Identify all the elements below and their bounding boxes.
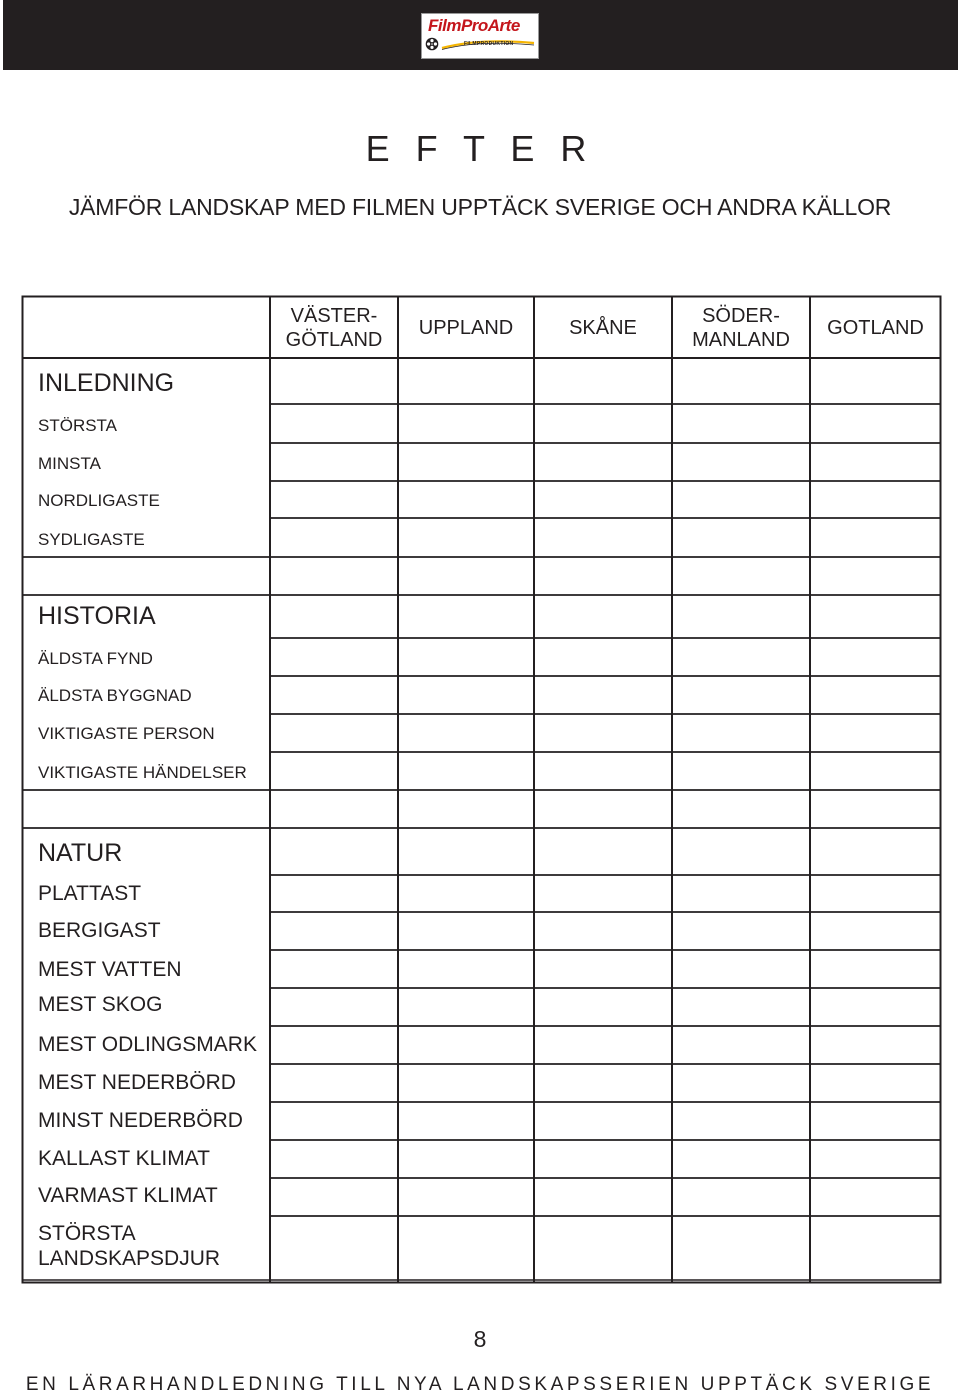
row-label: KALLAST KLIMAT <box>38 1147 210 1170</box>
row-label: NORDLIGASTE <box>38 491 160 510</box>
row-label: BERGIGAST <box>38 919 161 942</box>
logo-text: FilmProArte <box>428 16 520 35</box>
row-label: STÖRSTA <box>38 416 118 435</box>
row-label: MEST VATTEN <box>38 958 182 981</box>
column-header-line1: VÄSTER- <box>290 305 378 327</box>
row-label: PLATTAST <box>38 882 142 905</box>
column-header-line1: GOTLAND <box>827 317 924 339</box>
column-header-vastergotland <box>270 298 398 358</box>
row-label: MEST NEDERBÖRD <box>38 1071 236 1094</box>
row-label-line1: STÖRSTA <box>38 1222 136 1245</box>
column-header-line1: SÖDER- <box>702 305 780 327</box>
section-heading-historia: HISTORIA <box>38 602 156 630</box>
row-label: VIKTIGASTE PERSON <box>38 724 215 743</box>
page-number: 8 <box>473 1326 487 1352</box>
row-label: MINSTA <box>38 454 101 473</box>
column-header-line1: SKÅNE <box>569 317 637 339</box>
column-header-gotland <box>810 298 941 358</box>
column-header-uppland <box>398 298 534 358</box>
page-title: E F T E R <box>365 128 595 169</box>
section-heading-inledning: INLEDNING <box>38 369 175 397</box>
row-label: VIKTIGASTE HÄNDELSER <box>38 763 247 782</box>
column-header-sodermanland <box>672 298 810 358</box>
row-label-landskapsdjur <box>38 1221 220 1271</box>
page-subtitle: JÄMFÖR LANDSKAP MED FILMEN UPPTÄCK SVERIGE OCH ANDRA KÄLLOR <box>68 194 892 220</box>
column-header-line2: MANLAND <box>692 329 790 351</box>
row-label: MEST ODLINGSMARK <box>38 1033 257 1056</box>
column-header-line2: GÖTLAND <box>285 329 383 351</box>
logo-subtext: FILMPRODUKTION <box>464 41 514 47</box>
row-label: VARMAST KLIMAT <box>38 1184 218 1207</box>
row-label: SYDLIGASTE <box>38 530 145 549</box>
column-header-skane <box>534 298 672 358</box>
row-label: MINST NEDERBÖRD <box>38 1109 243 1132</box>
row-label: ÄLDSTA BYGGNAD <box>38 686 192 705</box>
row-label-line2: LANDSKAPSDJUR <box>38 1247 221 1270</box>
footer-text: EN LÄRARHANDLEDNING TILL NYA LANDSKAPSSERIEN UPPTÄCK SVERIGE <box>25 1374 935 1395</box>
row-label: ÄLDSTA FYND <box>38 649 153 668</box>
section-heading-natur: NATUR <box>38 839 123 867</box>
column-header-line1: UPPLAND <box>418 317 514 339</box>
row-label: MEST SKOG <box>38 993 163 1016</box>
